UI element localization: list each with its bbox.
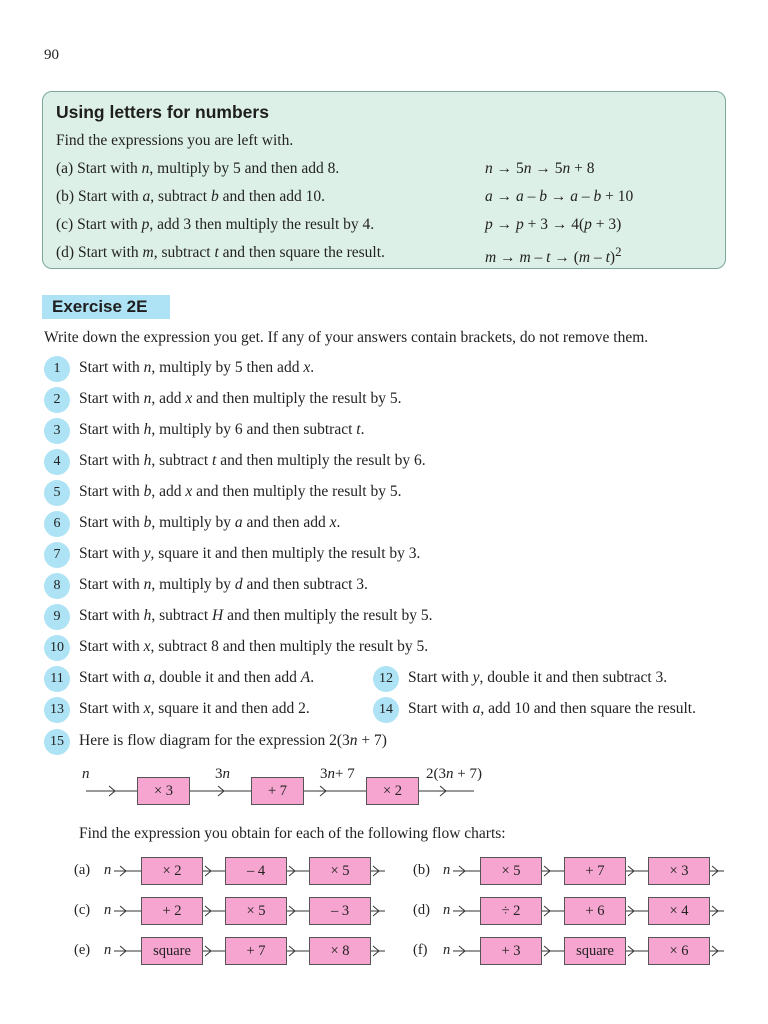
question-text: Start with x, subtract 8 and then multiply the result by 5.: [79, 638, 429, 655]
question-text: Start with a, double it and then add A.: [79, 669, 315, 686]
question-text: Start with h, subtract t and then multiply the result by 6.: [79, 452, 426, 469]
question-text: Start with n, add x and then multiply the result by 5.: [79, 390, 402, 407]
question-number: 7: [44, 542, 70, 568]
example-title: Using letters for numbers: [56, 102, 269, 122]
question-number: 9: [44, 604, 70, 630]
question-number: 12: [373, 666, 399, 692]
flow-chart-box: × 5: [225, 897, 287, 925]
example-answer: m → m – t → (m – t)$^2$: [485, 244, 622, 267]
question-text: Start with n, multiply by d and then subtract 3.: [79, 576, 368, 593]
question-text: Start with h, subtract H and then multiply the result by 5.: [79, 607, 433, 624]
flow-chart-input: n: [104, 862, 112, 878]
flow-diagram-label: 3n+ 7: [320, 766, 355, 782]
flow-chart-label: (a): [74, 862, 91, 878]
flow-chart-box: – 4: [225, 857, 287, 885]
flow-chart-box: × 2: [141, 857, 203, 885]
flow-diagram-label: n: [82, 766, 90, 782]
question-text: Start with x, square it and then add 2.: [79, 700, 310, 717]
example-answer: a → a – b → a – b + 10: [485, 188, 634, 205]
flow-chart-box: ÷ 2: [480, 897, 542, 925]
question-number: 15: [44, 729, 70, 755]
question-number: 13: [44, 697, 70, 723]
exercise-intro: Write down the expression you get. If any of your answers contain brackets, do not remove them.: [44, 329, 649, 346]
flow-chart-label: (c): [74, 902, 91, 918]
question-number: 8: [44, 573, 70, 599]
flow-chart-box: – 3: [309, 897, 371, 925]
flow-diagram-label: 2(3n + 7): [426, 766, 482, 782]
exercise-heading: Exercise 2E: [42, 295, 170, 319]
flow-diagram-label: 3n: [215, 766, 230, 782]
flow-chart-input: n: [104, 942, 112, 958]
flow-chart-box: square: [141, 937, 203, 965]
question-number: 11: [44, 666, 70, 692]
flow-chart-label: (f): [413, 942, 428, 958]
flow-chart-box: square: [564, 937, 626, 965]
flow-chart-box: × 3: [648, 857, 710, 885]
flow-chart-box: × 5: [309, 857, 371, 885]
flow-charts-intro: Find the expression you obtain for each of the following flow charts:: [79, 825, 506, 842]
example-question: (b) Start with a, subtract b and then add 10.: [56, 188, 326, 205]
example-intro: Find the expressions you are left with.: [56, 132, 294, 149]
flow-chart-label: (b): [413, 862, 430, 878]
question-number: 5: [44, 480, 70, 506]
question-number: 10: [44, 635, 70, 661]
question-text: Here is flow diagram for the expression 2(3n + 7): [79, 732, 387, 749]
question-text: Start with a, add 10 and then square the result.: [408, 700, 696, 717]
question-text: Start with b, add x and then multiply the result by 5.: [79, 483, 402, 500]
flow-chart-input: n: [443, 902, 451, 918]
example-question: (d) Start with m, subtract t and then square the result.: [56, 244, 385, 261]
question-number: 14: [373, 697, 399, 723]
question-number: 6: [44, 511, 70, 537]
flow-diagram-box: + 7: [251, 777, 304, 805]
flow-chart-box: × 5: [480, 857, 542, 885]
flow-chart-input: n: [443, 942, 451, 958]
flow-chart-box: × 4: [648, 897, 710, 925]
flow-chart-box: × 8: [309, 937, 371, 965]
question-number: 2: [44, 387, 70, 413]
question-text: Start with y, double it and then subtract 3.: [408, 669, 668, 686]
question-number: 4: [44, 449, 70, 475]
flow-chart-box: + 2: [141, 897, 203, 925]
flow-chart-box: + 7: [225, 937, 287, 965]
example-question: (a) Start with n, multiply by 5 and then add 8.: [56, 160, 340, 177]
flow-chart-label: (e): [74, 942, 91, 958]
flow-diagram-box: × 3: [137, 777, 190, 805]
flow-chart-input: n: [104, 902, 112, 918]
flow-chart-box: + 3: [480, 937, 542, 965]
page-number: 90: [44, 47, 59, 63]
question-text: Start with n, multiply by 5 then add x.: [79, 359, 315, 376]
flow-chart-label: (d): [413, 902, 430, 918]
example-answer: n → 5n → 5n + 8: [485, 160, 595, 177]
flow-chart-box: + 6: [564, 897, 626, 925]
flow-chart-box: + 7: [564, 857, 626, 885]
flow-chart-box: × 6: [648, 937, 710, 965]
flow-chart-input: n: [443, 862, 451, 878]
flow-diagram-box: × 2: [366, 777, 419, 805]
question-text: Start with y, square it and then multiply the result by 3.: [79, 545, 421, 562]
question-number: 1: [44, 356, 70, 382]
question-number: 3: [44, 418, 70, 444]
question-text: Start with b, multiply by a and then add x.: [79, 514, 341, 531]
example-question: (c) Start with p, add 3 then multiply the result by 4.: [56, 216, 375, 233]
question-text: Start with h, multiply by 6 and then subtract t.: [79, 421, 365, 438]
example-answer: p → p + 3 → 4(p + 3): [485, 216, 622, 233]
